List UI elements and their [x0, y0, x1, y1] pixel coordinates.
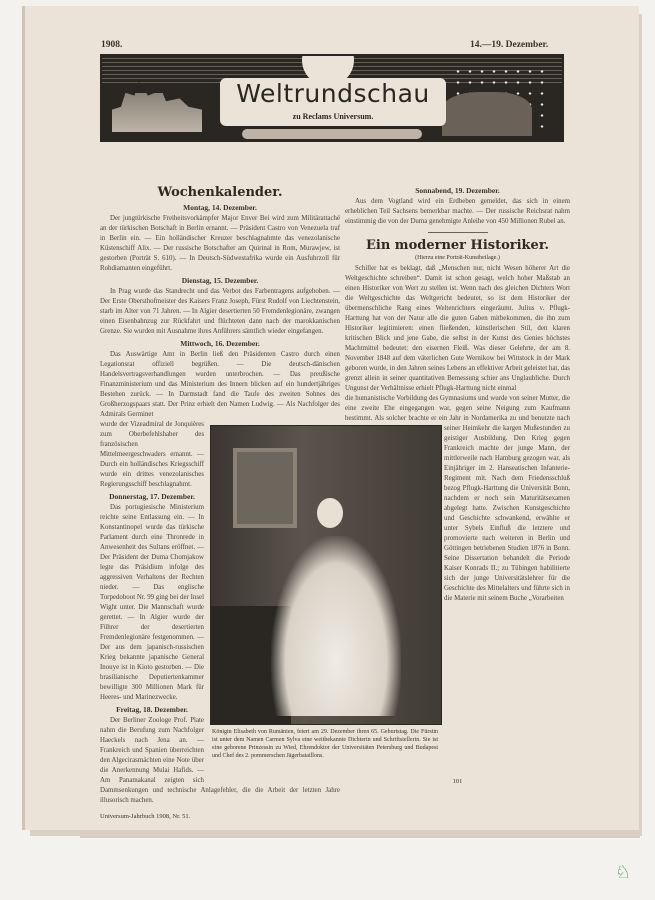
trees-cottage — [442, 92, 532, 136]
article-text: Schiller hat es beklagt, daß „Menschen nur, nicht Wesen höherer Art die Weltgeschichte schreiben“. Damit ist schon gesagt, welch hoher Maßstab an einen Historiker von Wert zu stellen ist. Wenn nach des gleichen Dichters Wort die Weltgeschichte das Weltgericht bedeutet, so ist dem Historiker der übermenschliche Rang eines Weltenrichters eingeräumt. Julius v. Pflugk-Harttung hat von der Natur alle die guten Gaben mitbekommen, die ihn zum Historiker legitimieren: einen fließenden, künstlerischen Stil, den klaren kritischen Blick und jene Gabe, die selbst in der Kunst des Genies höchstes Machtmittel bedeutet: den eisernen Fleiß. Was dieser Gelehrte, der am 8. November 1848 auf dem väterlichen Gute Wernikow bei Wittstock in der Mark geboren wurde, in den Jahren seines Lebens an effektiver Arbeit geleistet hat, das grenzt allein in seiner quantitativen Bemessung schier ans Unglaubliche. Durch Ungunst der Verhältnisse erhielt Pflugk-Harttung nicht einmal — [345, 265, 570, 392]
day-text-continued: wurde der Vizeadmiral de Jonquières zum Oberbefehlshaber des französischen Mittelmeergeschwaders ernannt. — Durch ein holländisches Kriegsschiff wurde ein drittes venezolanisches Regierungsschiff beschlagnahmt. — [100, 421, 204, 488]
header-dates: 14.—19. Dezember. — [470, 40, 549, 50]
masthead-scroll — [220, 78, 446, 126]
day-heading: Freitag, 18. Dezember. — [116, 705, 188, 714]
day-text: Das portugiesische Ministerium reichte seine Entlassung ein. — In Konstantinopel wurde das türkische Parlament durch eine Thronrede in Anwesenheit des Sultans eröffnet. — Der Präsident der Duma Chomjakow legte das Präsidium infolge des aggressiven Verhaltens der Rechten nieder. — Das englische Torpedoboot Nr. 99 ging bei der Insel Wight unter. Die Mannschaft wurde gerettet. — In Algier wurde der Führer der desertierten Fremdenlegionäre festgenommen. — Der aus dem japanisch-russischen Krieg bekannte japanische General Inouye ist in Kioto gestorben. — Die brasilianische Deputiertenkammer bewilligte 300 Millionen Mark für Heeres- und Marinezwecke. — [100, 504, 204, 701]
library-stamp-icon: ♘ — [615, 862, 632, 882]
day-heading: Donnerstag, 17. Dezember. — [109, 492, 195, 501]
day-heading: Dienstag, 15. Dezember. — [181, 276, 259, 285]
article-title: Ein moderner Historiker. — [365, 238, 550, 253]
calendar-title: Wochenkalender. — [157, 185, 283, 200]
page-edge — [80, 836, 640, 838]
portrait-photo — [210, 425, 442, 725]
day-text: Aus dem Vogtland wird ein Erdbeben gemeldet, das sich in einem erheblichen Teil Sachsens bemerkbar machte. — Der russische Reichsrat nahm einstimmig die von der Duma genehmigte Anleihe von 450 Millionen Rubel an. — [345, 198, 570, 225]
day-text: In Prag wurde das Standrecht und das Verbot des Farbentragens aufgehoben. — Der Erste Obersthofmeister des Kaisers Franz Joseph, Fürst Rudolf von Liechtenstein, starb im Alter von 71 Jahren. — In Algier desertierten 50 Fremdenlegionäre, zwangen einen Eisenbahnzug zur Rückfahrt und flüchteten dann nach der marokkanischen Grenze. Sie wurden mit Ausnahme ihres Anführers sämtlich wieder eingefangen. — [100, 288, 340, 335]
masthead-subtitle: zu Reclams Universum. — [292, 112, 374, 121]
day-text: Der Berliner Zoologe Prof. Plate nahm die Berufung zum Nachfolger Haeckels nach Jena an. — Frankreich und Spanien überreichten den Algecirasmächten eine Note über die Anerkennung Mulai Hafids. — Am Panamakanal zeigten sich Dammsenkungen und technische Anlagefehler, die die Arbeit der letzten Jahre illusorisch machen. — [100, 717, 340, 804]
divider — [428, 232, 488, 233]
header-year: 1908. — [101, 40, 123, 50]
day-heading: Montag, 14. Dezember. — [183, 203, 257, 212]
page-number: 101 — [452, 778, 463, 785]
day-text: Das Auswärtige Amt in Berlin ließ den Präsidenten Castro durch einen Legationsrat offiziell begrüßen. — Die deutsch-dänischen Handelsvertragsverhandlungen wurden unterbrochen. — Das preußische Finanzministerium und das Ministerium des Innern blicken auf ein hundertjähriges Bestehen zurück. — In Darmstadt fand die Taufe des zweiten Sohnes des Großherzogspaars statt. Der Prinz erhielt den Namen Ludwig. — Als Nachfolger des Admirals Germinet — [100, 351, 340, 418]
article-subtitle: (Hierzu eine Porträt-Kunstbeilage.) — [415, 255, 500, 261]
article-text-continued: die humanistische Vorbildung des Gymnasiums und wurde von seiner Mutter, die eine zweite Ehe eingegangen war, gegen seine Neigung zum Kaufmann bestimmt. Als solcher brachte er ein Jahr in Nordamerika zu und benutzte nach seiner Heimkehr die kargen Mußestunden zu geistiger Ausbildung. Den Krieg gegen Frankreich machte der junge Mann, der mittlerweile nach Hamburg gezogen war, als Einjähriger im 2. Hanseatischen Infanterie-Regiment mit. Nach dem Friedensschluß bezog Pflugk-Harttung die Universität Bonn, nachdem er noch sein Maturitätsexamen abgelegt hatte. Zwischen Kunstgeschichte und Geschichte schwankend, erwählte er unter Sybels Einfluß die letztere und promovierte nach weiteren in Berlin und Göttingen betriebenen Studien 1876 in Bonn. Seine Dissertation behandelt die Periode Kaiser Konrads II.; zu Tübingen habilitierte sich der junge Universitätslehrer für die Geschichte des Mittelalters und führte sich in die Materie mit seinem Buche „Vorarbeiten — [345, 395, 570, 602]
footer-issue: Universum-Jahrbuch 1908, Nr. 51. — [100, 813, 191, 820]
day-text: Der jungtürkische Freiheitsvorkämpfer Major Enver Bei wird zum Militärattaché an der türkischen Botschaft in Berlin ernannt. — Präsident Castro von Venezuela traf in Berlin ein. — Ein holländischer Kreuzer beschlagnahmte das venezolanische Küstenschiff Alix. — Der russische Botschafter am Quirinal in Rom, Murawjew, ist gestorben (Porträt S. 610). — In Deutsch-Südwestafrika wurde ein Ausfuhrzoll für Rohdiamanten eingeführt. — [100, 215, 340, 272]
wall-painting — [233, 448, 297, 528]
queen-figure — [271, 536, 401, 716]
palette-brushes — [242, 129, 422, 139]
day-heading: Mittwoch, 16. Dezember. — [180, 339, 260, 348]
masthead-illustration — [100, 54, 564, 142]
photo-caption: Königin Elisabeth von Rumänien, feiert am 29. Dezember ihren 65. Geburtstag. Die Fürstin ist unter dem Namen Carmen Sylva eine weitbekannte Dichterin und Schriftstellerin. Sie ist eine geborene Prinzessin zu Wied, Ehrendoktor der Universitäten Petersburg und Budapest und Chef des 2. pommerschen Jägerbataillons. — [212, 729, 438, 759]
day-heading: Sonnabend, 19. Dezember. — [415, 186, 500, 195]
page-edge — [80, 832, 640, 834]
queen-head — [317, 498, 343, 528]
masthead-title: Weltrundschau — [236, 79, 430, 108]
